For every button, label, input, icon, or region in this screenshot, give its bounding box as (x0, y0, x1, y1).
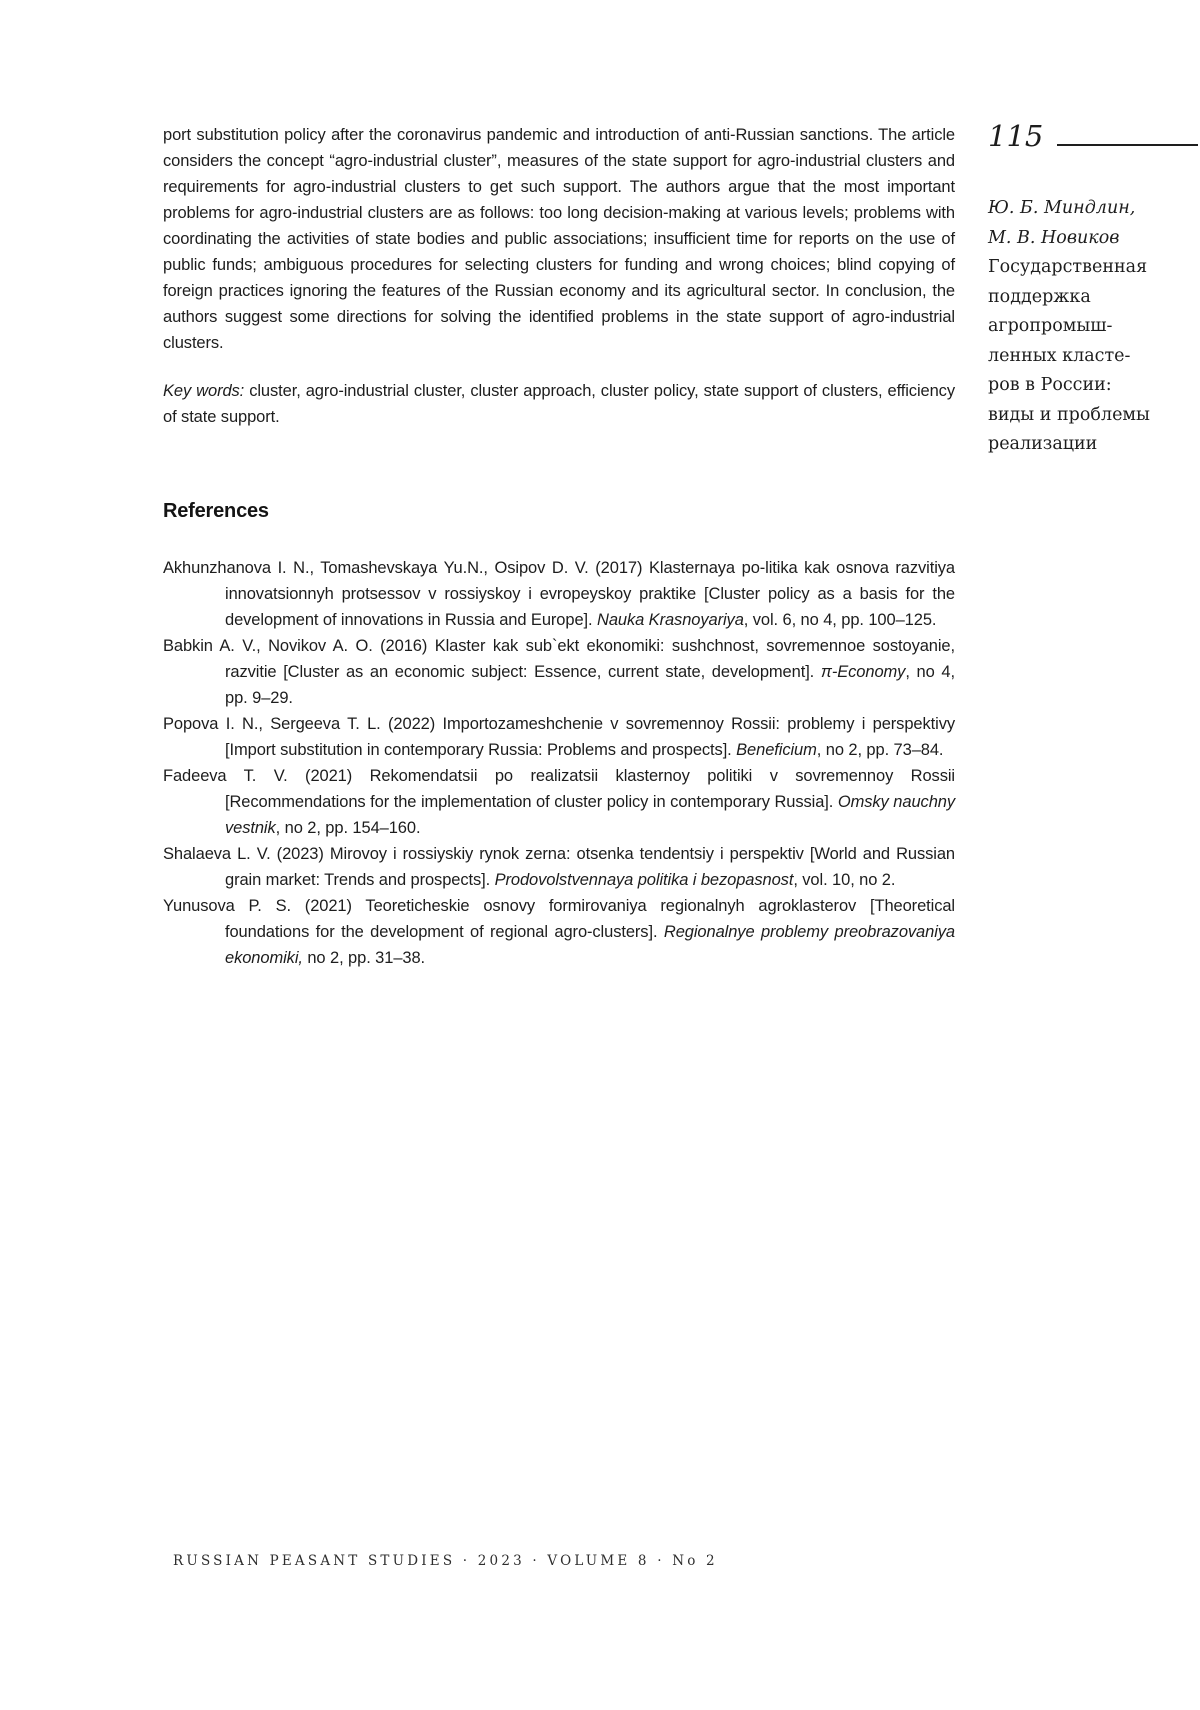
sidebar-author: Ю. Б. Миндлин, (988, 198, 1136, 218)
keywords-paragraph (163, 378, 955, 430)
sidebar-author: М. В. Новиков (988, 227, 1120, 248)
reference-text: no 2, pp. 31–38. (302, 949, 426, 967)
reference-entry (163, 893, 955, 971)
reference-entry (163, 555, 955, 633)
keywords-text: cluster, agro-industrial cluster, cluster approach, cluster policy, state support of clusters, efficiency of state support. (163, 382, 955, 426)
references-list (163, 555, 955, 971)
reference-journal-title: π-Economy (820, 663, 906, 681)
journal-footer: RUSSIAN PEASANT STUDIES · 2023 · VOLUME 8 · No 2 (173, 1553, 718, 1569)
reference-journal-title: Beneficium (736, 741, 817, 759)
reference-text: , vol. 10, no 2. (793, 871, 896, 889)
main-text-column (163, 122, 955, 971)
reference-entry (163, 841, 955, 893)
reference-entry (163, 763, 955, 841)
reference-text: , vol. 6, no 4, pp. 100–125. (743, 611, 937, 629)
reference-entry (163, 711, 955, 763)
keywords-label: Key words: (163, 382, 245, 400)
sidebar-title-line: ров в России: (988, 375, 1112, 395)
reference-text: , no 4, pp. 9–29. (225, 663, 955, 707)
sidebar-title-line: поддержка (988, 286, 1091, 307)
sidebar (988, 120, 1198, 460)
reference-journal-title: Regionalnye problemy preobrazovaniya ekonomiki, (225, 923, 955, 967)
sidebar-title-line: виды и проблемы (988, 404, 1150, 425)
page-header-row (988, 120, 1198, 152)
sidebar-title-line: Государственная (988, 257, 1148, 277)
reference-journal-title: Nauka Krasnoyariya (597, 611, 744, 629)
sidebar-article-info (988, 194, 1198, 460)
sidebar-title-line: агропромыш- (988, 316, 1113, 336)
reference-text: Yunusova P. S. (2021) Teoreticheskie osnovy formirovaniya regionalnyh agroklasterov [Theoretical foundations for the development of regional agro-clusters]. (163, 897, 955, 941)
header-rule (1057, 144, 1198, 146)
reference-entry (163, 633, 955, 711)
reference-text: , no 2, pp. 73–84. (816, 741, 944, 759)
reference-journal-title: Prodovolstvennaya politika i bezopasnost (494, 871, 794, 889)
reference-text: Shalaeva L. V. (2023) Mirovoy i rossiyskiy rynok zerna: otsenka tendentsiy i perspektiv [World and Russian grain market: Trends and prospects]. (163, 845, 955, 889)
sidebar-title-line: ленных класте- (988, 345, 1131, 366)
abstract-text: port substitution policy after the coronavirus pandemic and introduction of anti-Russian sanctions. The article considers the concept “agro-industrial cluster”, measures of the state support for agro-industrial clusters and requirements for agro-industrial clusters to get such support. The authors argue that the most important problems for agro-industrial clusters are as follows: too long decision-making at various levels; problems with coordinating the activities of state bodies and public associations; insufficient time for reports on the use of public funds; ambiguous procedures for selecting clusters for funding and wrong choices; blind copying of foreign practices ignoring the features of the Russian economy and its agricultural sector. In conclusion, the authors suggest some directions for solving the identified problems in the state support of agro-industrial clusters. (163, 126, 955, 352)
sidebar-title-line: реализации (988, 434, 1098, 454)
page-number: 115 (988, 119, 1044, 153)
reference-text: Popova I. N., Sergeeva T. L. (2022) Importozameshchenie v sovremennoy Rossii: problemy i perspektivy [Import substitution in contemporary Russia: Problems and prospects]. (163, 715, 955, 759)
reference-text: Fadeeva T. V. (2021) Rekomendatsii po realizatsii klasternoy politiki v sovremennoy Rossii [Recommendations for the implementation of cluster policy in contemporary Russia]. (163, 767, 955, 811)
reference-text: Babkin A. V., Novikov A. O. (2016) Klaster kak sub`ekt ekonomiki: sushchnost, sovremennoe sostoyanie, razvitie [Cluster as an economic subject: Essence, current state, development]. (163, 637, 955, 681)
references-heading: References (163, 500, 269, 522)
reference-journal-title: Omsky nauchny vestnik (225, 793, 955, 837)
reference-text: , no 2, pp. 154–160. (275, 819, 421, 837)
reference-text: Akhunzhanova I. N., Tomashevskaya Yu.N., Osipov D. V. (2017) Klasternaya po-litika kak osnova razvitiya innovatsionnyh protsessov v rossiyskoy i evropeyskoy praktike [Cluster policy as a basis for the development of innovations in Russia and Europe]. (163, 559, 955, 629)
